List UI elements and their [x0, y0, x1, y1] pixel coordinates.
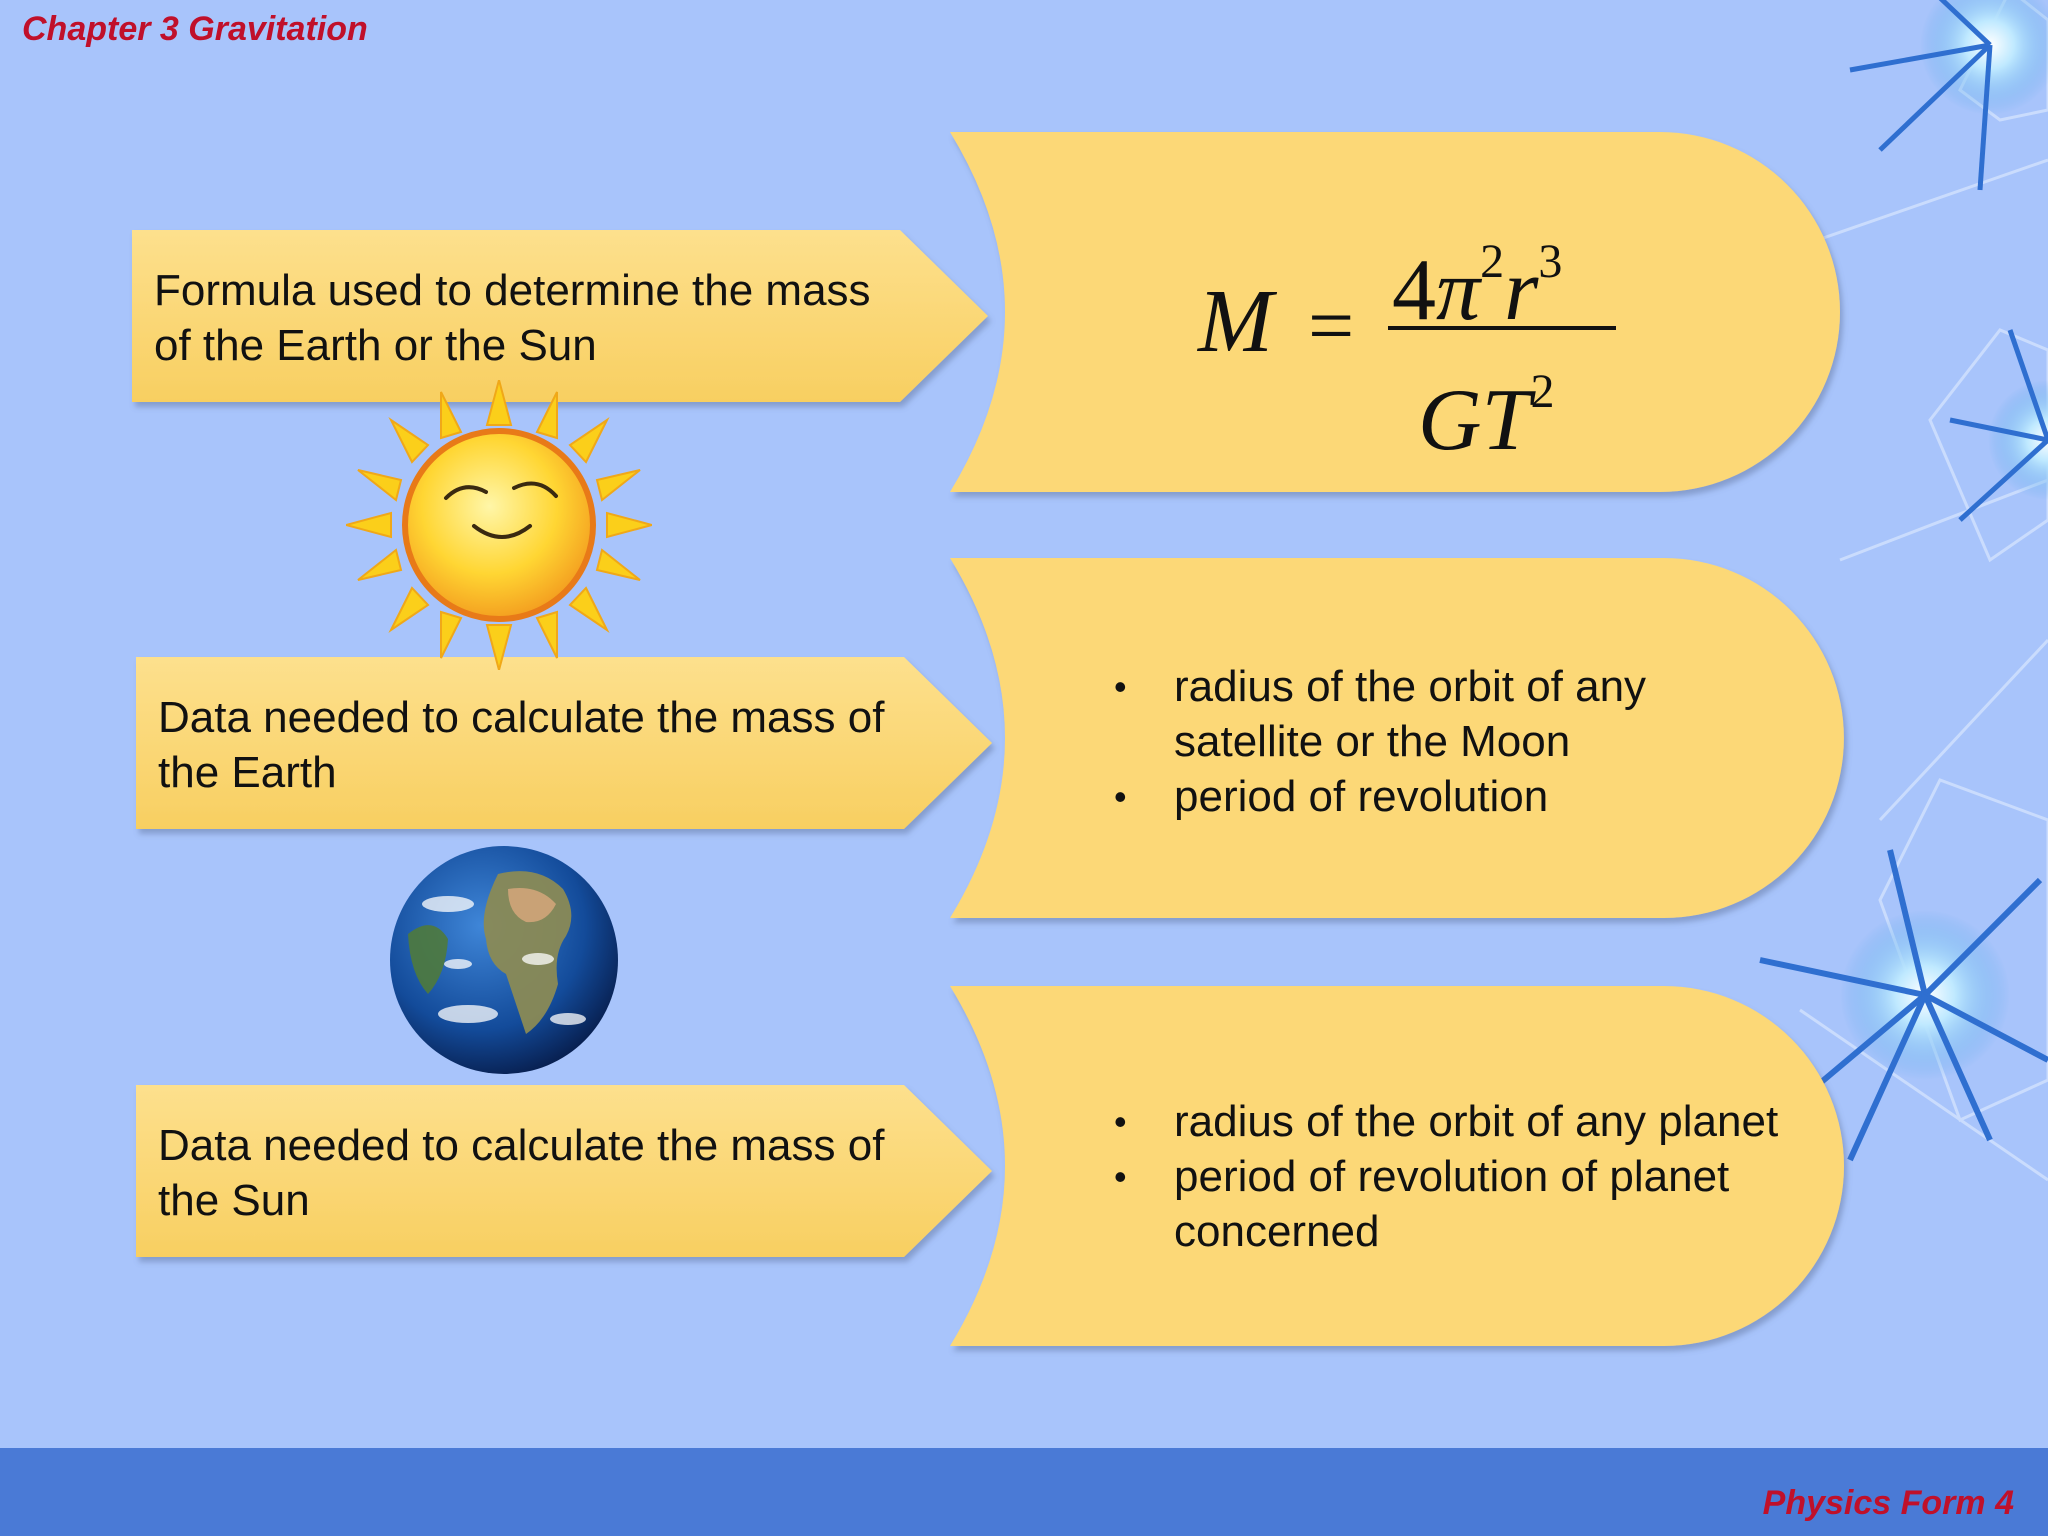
formula-numerator — [1392, 214, 1562, 339]
label-line: the Earth — [158, 748, 337, 797]
list-item-line: • radius of the orbit of any — [1174, 662, 1647, 711]
course-title: Physics Form 4 — [1762, 1484, 2014, 1522]
list-item — [1110, 769, 1646, 824]
formula-lhs: M — [1198, 272, 1273, 371]
label-sun-data-text — [158, 1118, 884, 1228]
list-item-line: satellite or the Moon — [1174, 717, 1571, 766]
list-item — [1110, 1149, 1778, 1259]
label-line: Data needed to calculate the mass of — [158, 1121, 885, 1170]
formula-t-exponent: 2 — [1530, 365, 1555, 418]
label-line: Formula used to determine the mass — [154, 266, 871, 315]
footer-bar — [0, 1448, 2048, 1536]
earth-data-list — [1110, 659, 1646, 824]
formula-pi: π — [1436, 242, 1481, 339]
list-item-line: • radius of the orbit of any planet — [1174, 1097, 1779, 1146]
formula-coefficient: 4 — [1392, 242, 1436, 339]
formula-pi-exponent: 2 — [1480, 235, 1505, 288]
formula-t: T — [1481, 372, 1531, 469]
formula-r: r — [1504, 242, 1539, 339]
list-item — [1110, 659, 1646, 769]
chapter-title: Chapter 3 Gravitation — [22, 10, 368, 48]
list-item-line: • period of revolution — [1174, 772, 1549, 821]
sun-data-list — [1110, 1094, 1778, 1259]
formula-r-exponent: 3 — [1538, 235, 1563, 288]
formula-equals: = — [1308, 280, 1355, 371]
formula-denominator — [1418, 344, 1555, 469]
earth-globe-icon — [388, 844, 620, 1076]
label-line: of the Earth or the Sun — [154, 321, 597, 370]
formula-g: G — [1418, 372, 1482, 469]
label-line: the Sun — [158, 1176, 310, 1225]
list-item-line: concerned — [1174, 1207, 1380, 1256]
sun-face-icon — [346, 380, 652, 670]
label-earth-data-text — [158, 690, 884, 800]
label-formula-text — [154, 263, 871, 373]
label-line: Data needed to calculate the mass of — [158, 693, 885, 742]
list-item-line: • period of revolution of planet — [1174, 1152, 1730, 1201]
list-item — [1110, 1094, 1778, 1149]
